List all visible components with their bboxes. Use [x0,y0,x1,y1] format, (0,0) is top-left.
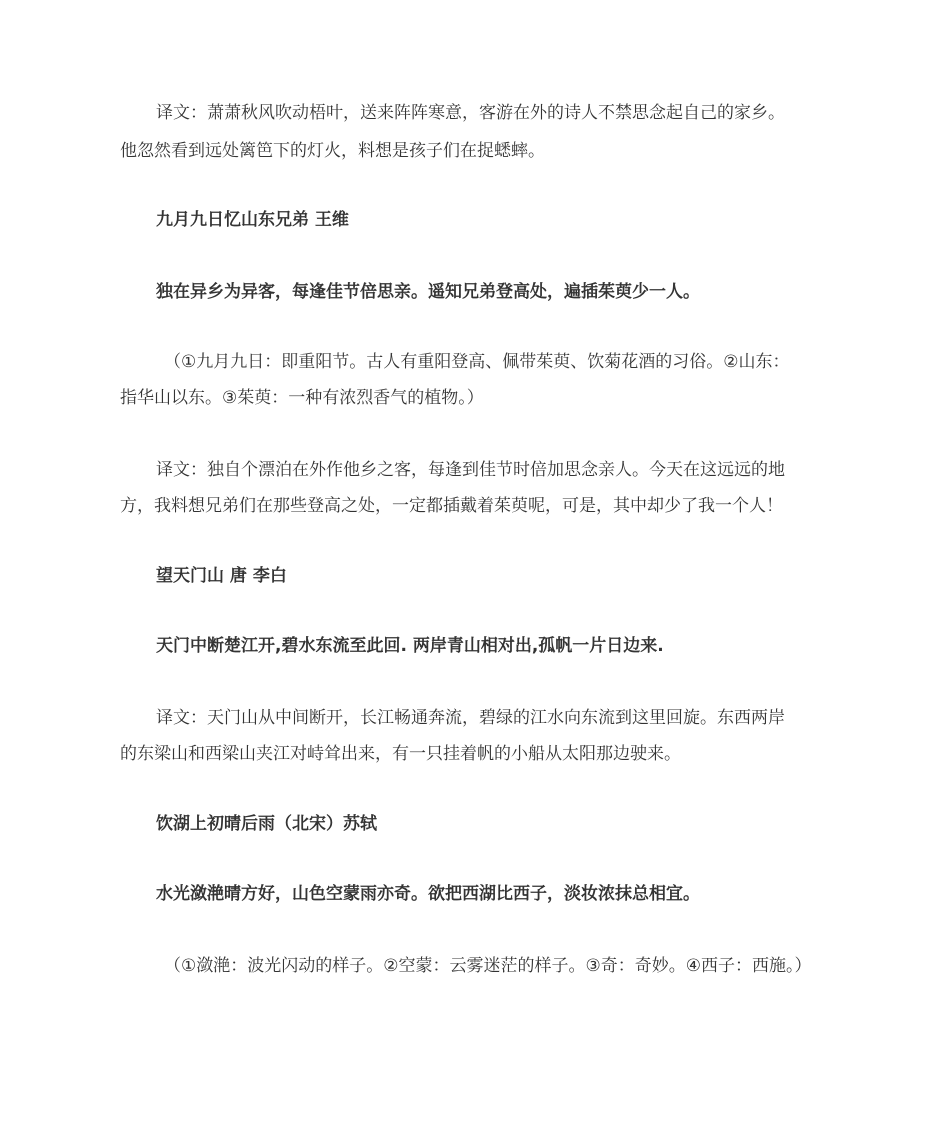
annotation-line: （①九月九日：即重阳节。古人有重阳登高、佩带茱萸、饮菊花酒的习俗。②山东： [164,352,790,372]
poem-title: 望天门山 唐 李白 [156,566,287,586]
poem-text: 天门中断楚江开,碧水东流至此回. 两岸青山相对出,孤帆一片日边来. [156,636,664,656]
translation-line: 的东梁山和西梁山夹江对峙耸出来，有一只挂着帆的小船从太阳那边驶来。 [120,744,681,764]
annotation-line: 指华山以东。③茱萸：一种有浓烈香气的植物。） [120,388,484,408]
translation-line: 译文：天门山从中间断开，长江畅通奔流，碧绿的江水向东流到这里回旋。东西两岸 [156,708,785,728]
translation-line: 译文：独自个漂泊在外作他乡之客，每逢到佳节时倍加思念亲人。今天在这远远的地 [156,460,785,480]
annotation-line: （①潋滟：波光闪动的样子。②空蒙：云雾迷茫的样子。③奇：奇妙。④西子：西施。） [164,956,812,976]
poem-title: 饮湖上初晴后雨（北宋）苏轼 [156,814,377,834]
poem-title: 九月九日忆山东兄弟 王维 [156,210,349,230]
translation-line: 他忽然看到远处篱笆下的灯火，料想是孩子们在捉蟋蟀。 [120,141,545,161]
poem-text: 水光潋滟晴方好，山色空蒙雨亦奇。欲把西湖比西子，淡妆浓抹总相宜。 [156,884,700,904]
poem-text: 独在异乡为异客，每逢佳节倍思亲。遥知兄弟登高处，遍插茱萸少一人。 [156,282,700,302]
translation-line: 方，我料想兄弟们在那些登高之处，一定都插戴着茱萸呢，可是，其中却少了我一个人！ [120,496,783,516]
translation-line: 译文：萧萧秋风吹动梧叶，送来阵阵寒意，客游在外的诗人不禁思念起自己的家乡。 [156,103,785,123]
